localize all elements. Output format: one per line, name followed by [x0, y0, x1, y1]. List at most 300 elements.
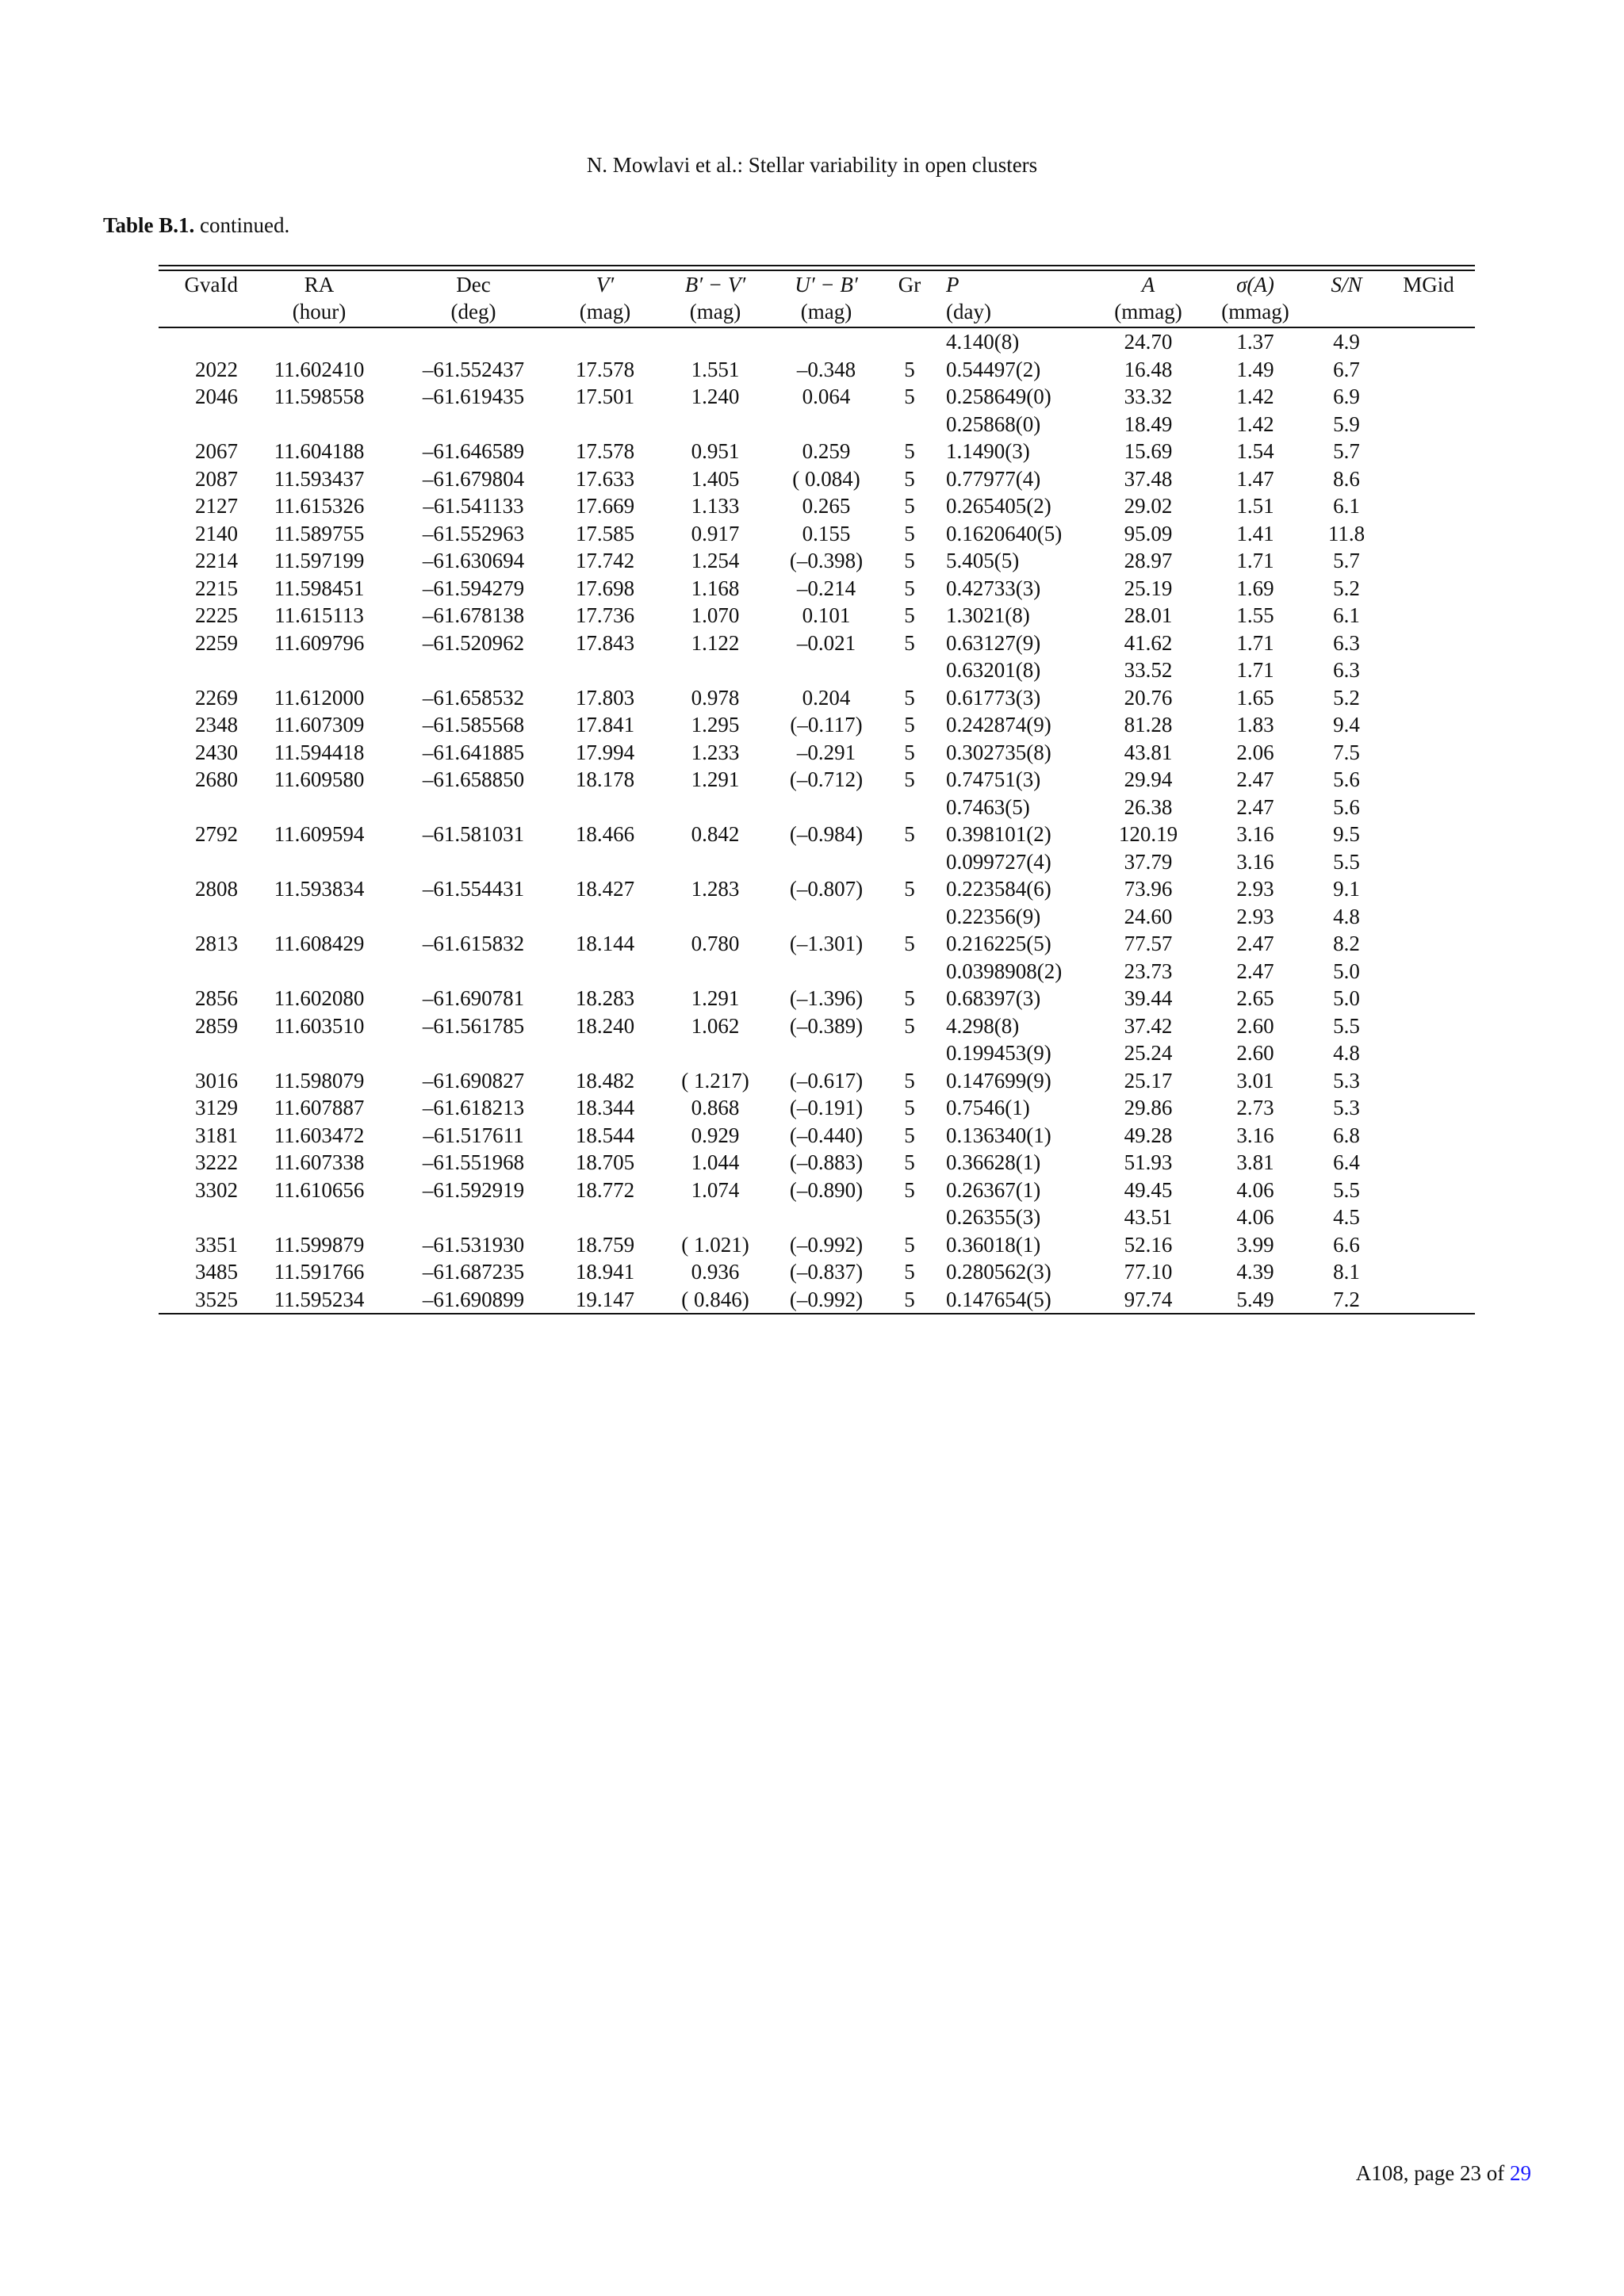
cell-v: 17.578: [575, 439, 635, 463]
cell-mgid: [1382, 684, 1475, 712]
cell-gvaid: [159, 1203, 238, 1231]
cell-a: 24.70: [1124, 330, 1173, 354]
cell-sigma-a: 1.49: [1236, 357, 1274, 381]
cell-gvaid: 3351: [195, 1232, 238, 1257]
cell-gvaid: 3129: [195, 1096, 238, 1119]
cell-sn: 8.6: [1333, 466, 1360, 491]
cell-u-b: [767, 848, 886, 876]
cell-p: 0.26355(3): [946, 1205, 1041, 1229]
cell-u-b: (–0.992): [789, 1287, 864, 1311]
cell-a: 41.62: [1124, 630, 1173, 655]
cell-sigma-a: 1.55: [1236, 603, 1274, 627]
table-row: [159, 1094, 1475, 1122]
cell-sn: 5.2: [1333, 685, 1360, 710]
cell-p: 0.216225(5): [946, 932, 1051, 955]
cell-mgid: [1382, 492, 1475, 520]
cell-sigma-a: 1.65: [1236, 685, 1274, 710]
cell-b-v: 0.868: [691, 1096, 740, 1119]
cell-mgid: [1382, 903, 1475, 931]
cell-gvaid: [159, 794, 238, 821]
cell-dec: –61.592919: [422, 1177, 525, 1202]
cell-ra: 11.595234: [274, 1287, 365, 1311]
unit-row: [159, 298, 1475, 327]
cell-p: 0.74751(3): [946, 767, 1041, 791]
cell-p: 4.298(8): [946, 1013, 1020, 1038]
cell-ra: 11.597199: [274, 549, 365, 572]
cell-v: 18.705: [575, 1150, 635, 1174]
cell-sn: 5.7: [1333, 439, 1360, 463]
cell-ra: [238, 411, 400, 438]
cell-mgid: [1382, 985, 1475, 1012]
cell-v: 19.147: [575, 1287, 635, 1311]
cell-mgid: [1382, 1012, 1475, 1040]
cell-ra: 11.607309: [274, 713, 365, 737]
cell-p: 0.22356(9): [946, 904, 1041, 928]
cell-sn: 5.5: [1333, 849, 1360, 874]
cell-ra: 11.602080: [274, 986, 365, 1010]
cell-mgid: [1382, 547, 1475, 575]
cell-dec: –61.615832: [422, 932, 525, 955]
cell-gr: 5: [904, 1287, 915, 1311]
cell-ra: [238, 656, 400, 684]
cell-dec: –61.552437: [422, 357, 525, 381]
cell-b-v: ( 1.021): [681, 1232, 749, 1257]
table-row: [159, 1122, 1475, 1150]
cell-gr: 5: [904, 1068, 915, 1093]
cell-p: 1.3021(8): [946, 603, 1030, 627]
bottom-rule: [159, 1313, 1475, 1314]
cell-b-v: [664, 958, 767, 985]
cell-sigma-a: 1.42: [1236, 411, 1274, 436]
cell-a: 39.44: [1124, 986, 1173, 1010]
cell-a: 77.57: [1124, 932, 1173, 955]
cell-gvaid: 2813: [195, 932, 238, 955]
cell-b-v: ( 0.846): [681, 1287, 749, 1311]
cell-sigma-a: 4.06: [1236, 1205, 1274, 1229]
cell-a: 37.79: [1124, 849, 1173, 874]
cell-v: [546, 1203, 664, 1231]
cell-ra: 11.598079: [274, 1068, 365, 1093]
col-unit-dec: (deg): [450, 300, 496, 323]
cell-p: 0.68397(3): [946, 986, 1041, 1010]
table-row: [159, 1258, 1475, 1286]
running-head: N. Mowlavi et al.: Stellar variability in open clusters: [586, 153, 1038, 177]
cell-ra: [238, 848, 400, 876]
cell-u-b: (–0.984): [789, 822, 864, 846]
cell-ra: 11.609796: [274, 630, 365, 655]
cell-p: 0.398101(2): [946, 822, 1051, 846]
table-row: [159, 821, 1475, 848]
cell-gvaid: 2792: [195, 822, 238, 846]
cell-gr: 5: [904, 603, 915, 627]
cell-u-b: 0.204: [802, 685, 851, 710]
cell-dec: –61.554431: [422, 877, 525, 901]
cell-gvaid: 2215: [195, 576, 238, 600]
cell-b-v: [664, 328, 767, 356]
cell-v: 18.482: [575, 1068, 635, 1093]
table-caption-label: Table B.1.: [103, 213, 195, 237]
col-header-v: V′: [596, 273, 615, 297]
cell-a: 28.01: [1124, 603, 1173, 627]
cell-gr: 5: [904, 1177, 915, 1202]
cell-v: 17.736: [575, 603, 635, 627]
cell-u-b: [767, 656, 886, 684]
cell-mgid: [1382, 328, 1475, 356]
cell-v: [546, 328, 664, 356]
cell-mgid: [1382, 1149, 1475, 1177]
cell-a: 49.28: [1124, 1123, 1173, 1147]
cell-dec: [400, 903, 546, 931]
cell-sn: 11.8: [1327, 521, 1365, 545]
cell-sn: 5.3: [1333, 1096, 1360, 1119]
table-caption: [103, 213, 289, 238]
cell-mgid: [1382, 711, 1475, 739]
cell-dec: –61.678138: [422, 603, 525, 627]
cell-b-v: 1.168: [691, 576, 740, 600]
cell-mgid: [1382, 766, 1475, 794]
cell-gr: 5: [904, 713, 915, 737]
cell-v: [546, 1039, 664, 1067]
cell-p: 0.099727(4): [946, 849, 1051, 874]
cell-sigma-a: 1.37: [1236, 330, 1274, 354]
cell-mgid: [1382, 602, 1475, 629]
cell-a: 97.74: [1124, 1287, 1173, 1311]
table-row: [159, 656, 1475, 684]
col-unit-gvaid: [159, 298, 238, 327]
footer-total-pages-link[interactable]: 29: [1510, 2161, 1531, 2185]
cell-b-v: 1.233: [691, 740, 740, 764]
cell-p: 0.7463(5): [946, 794, 1030, 819]
cell-p: 0.42733(3): [946, 576, 1041, 600]
cell-p: 0.63127(9): [946, 630, 1041, 655]
cell-sn: 5.7: [1333, 549, 1360, 572]
cell-a: 37.48: [1124, 466, 1173, 491]
cell-u-b: (–0.890): [789, 1177, 864, 1202]
cell-gvaid: 2430: [195, 740, 238, 764]
cell-gvaid: 2067: [195, 439, 238, 463]
cell-v: [546, 411, 664, 438]
cell-gvaid: 3222: [195, 1150, 238, 1174]
cell-u-b: –0.214: [796, 576, 856, 600]
cell-mgid: [1382, 1203, 1475, 1231]
cell-a: 18.49: [1124, 411, 1173, 436]
cell-u-b: (–1.396): [789, 986, 864, 1010]
cell-dec: –61.552963: [422, 521, 525, 545]
table-row: [159, 739, 1475, 767]
cell-sn: 4.8: [1333, 1041, 1360, 1065]
cell-ra: 11.589755: [274, 521, 365, 545]
table-row: [159, 547, 1475, 575]
cell-b-v: 0.780: [691, 932, 740, 955]
col-header-p: P: [946, 273, 959, 297]
cell-p: 0.199453(9): [946, 1041, 1051, 1065]
cell-ra: 11.593437: [274, 466, 365, 491]
table-row: [159, 328, 1475, 356]
cell-u-b: [767, 958, 886, 985]
cell-v: 18.466: [575, 822, 635, 846]
cell-u-b: –0.348: [796, 357, 856, 381]
cell-b-v: 0.917: [691, 521, 740, 545]
cell-gvaid: 2022: [195, 357, 238, 381]
cell-v: 17.669: [575, 494, 635, 518]
cell-ra: [238, 794, 400, 821]
cell-sigma-a: 2.60: [1236, 1041, 1274, 1065]
cell-sn: 5.0: [1333, 986, 1360, 1010]
cell-u-b: (–0.883): [789, 1150, 864, 1174]
cell-mgid: [1382, 465, 1475, 493]
cell-dec: [400, 1039, 546, 1067]
cell-u-b: (–0.992): [789, 1232, 864, 1257]
cell-sn: 5.5: [1333, 1177, 1360, 1202]
table-body: [159, 328, 1475, 1313]
cell-gr: 5: [904, 521, 915, 545]
cell-ra: 11.599879: [274, 1232, 365, 1257]
cell-gr: 5: [904, 549, 915, 572]
cell-gvaid: 2269: [195, 685, 238, 710]
cell-dec: [400, 1203, 546, 1231]
cell-mgid: [1382, 438, 1475, 465]
cell-a: 51.93: [1124, 1150, 1173, 1174]
cell-sigma-a: 4.39: [1236, 1260, 1274, 1284]
cell-ra: [238, 1203, 400, 1231]
cell-dec: –61.517611: [423, 1123, 524, 1147]
cell-gr: 5: [904, 767, 915, 791]
cell-gr: 5: [904, 357, 915, 381]
cell-gr: 5: [904, 466, 915, 491]
cell-a: 43.51: [1124, 1205, 1173, 1229]
cell-sigma-a: 4.06: [1236, 1177, 1274, 1202]
cell-mgid: [1382, 1122, 1475, 1150]
cell-a: 29.86: [1124, 1096, 1173, 1119]
cell-mgid: [1382, 930, 1475, 958]
cell-p: 0.242874(9): [946, 713, 1051, 737]
cell-gr: [886, 958, 933, 985]
cell-sn: 4.5: [1333, 1205, 1360, 1229]
cell-dec: –61.687235: [422, 1260, 525, 1284]
cell-dec: –61.658850: [422, 767, 525, 791]
cell-gvaid: 3525: [195, 1287, 238, 1311]
cell-dec: [400, 958, 546, 985]
cell-u-b: 0.265: [802, 494, 851, 518]
cell-gvaid: 2856: [195, 986, 238, 1010]
cell-sigma-a: 1.83: [1236, 713, 1274, 737]
cell-u-b: 0.259: [802, 439, 851, 463]
cell-sigma-a: 3.99: [1236, 1232, 1274, 1257]
col-header-gr: Gr: [898, 273, 921, 297]
cell-ra: 11.602410: [274, 357, 365, 381]
cell-b-v: 1.551: [691, 357, 740, 381]
cell-ra: 11.598558: [274, 385, 365, 408]
cell-gr: 5: [904, 1150, 915, 1174]
cell-mgid: [1382, 958, 1475, 985]
cell-gvaid: 3302: [195, 1177, 238, 1202]
cell-a: 15.69: [1124, 439, 1173, 463]
cell-v: 17.742: [575, 549, 635, 572]
col-header-mgid: MGid: [1403, 273, 1454, 297]
cell-sn: 5.9: [1333, 411, 1360, 436]
cell-a: 33.52: [1124, 658, 1173, 682]
cell-sigma-a: 3.81: [1236, 1150, 1274, 1174]
cell-ra: [238, 328, 400, 356]
table-row: [159, 1012, 1475, 1040]
cell-u-b: [767, 1039, 886, 1067]
data-table: [159, 271, 1475, 1313]
cell-sn: 6.1: [1333, 494, 1360, 518]
cell-p: 0.26367(1): [946, 1177, 1041, 1202]
table-row: [159, 356, 1475, 384]
cell-mgid: [1382, 575, 1475, 603]
cell-mgid: [1382, 520, 1475, 548]
cell-gvaid: 2680: [195, 767, 238, 791]
cell-gvaid: 2046: [195, 385, 238, 408]
cell-gvaid: 2348: [195, 713, 238, 737]
cell-mgid: [1382, 848, 1475, 876]
cell-sn: 5.6: [1333, 794, 1360, 819]
cell-ra: 11.594418: [274, 740, 365, 764]
cell-gvaid: 2225: [195, 603, 238, 627]
cell-a: 25.24: [1124, 1041, 1173, 1065]
cell-u-b: (–0.191): [789, 1096, 864, 1119]
cell-gr: 5: [904, 877, 915, 901]
table-row: [159, 903, 1475, 931]
table-row: [159, 1067, 1475, 1095]
cell-b-v: 0.842: [691, 822, 740, 846]
cell-gr: 5: [904, 494, 915, 518]
table-row: [159, 985, 1475, 1012]
cell-sn: 5.5: [1333, 1013, 1360, 1038]
cell-sn: 5.6: [1333, 767, 1360, 791]
col-unit-v: (mag): [579, 300, 631, 323]
cell-sigma-a: 1.71: [1236, 549, 1274, 572]
cell-p: 0.61773(3): [946, 685, 1041, 710]
cell-u-b: (–0.617): [789, 1068, 864, 1093]
col-header-ra: RA: [304, 273, 335, 297]
cell-p: 0.147699(9): [946, 1068, 1051, 1093]
cell-ra: 11.612000: [274, 685, 365, 710]
cell-v: 18.144: [575, 932, 635, 955]
cell-sn: 5.2: [1333, 576, 1360, 600]
top-rule: [159, 265, 1475, 271]
cell-p: 0.77977(4): [946, 466, 1041, 491]
cell-gvaid: 2259: [195, 630, 238, 655]
cell-gvaid: 2859: [195, 1013, 238, 1038]
cell-u-b: (–0.389): [789, 1013, 864, 1038]
cell-a: 28.97: [1124, 549, 1173, 572]
cell-a: 95.09: [1124, 521, 1173, 545]
cell-v: [546, 794, 664, 821]
cell-gr: [886, 794, 933, 821]
footer-prefix: A108, page 23 of: [1355, 2161, 1510, 2185]
cell-sn: 6.8: [1333, 1123, 1360, 1147]
cell-sigma-a: 1.47: [1236, 466, 1274, 491]
cell-mgid: [1382, 1039, 1475, 1067]
cell-ra: 11.598451: [274, 576, 365, 600]
page-footer: [1356, 2161, 1531, 2186]
cell-v: 18.759: [575, 1232, 635, 1257]
cell-ra: 11.615113: [274, 603, 364, 627]
cell-sn: 4.9: [1333, 330, 1360, 354]
cell-u-b: [767, 328, 886, 356]
cell-gr: 5: [904, 1096, 915, 1119]
cell-u-b: (–1.301): [789, 932, 864, 955]
cell-ra: [238, 958, 400, 985]
cell-sigma-a: 5.49: [1236, 1287, 1274, 1311]
col-unit-mgid: [1382, 298, 1475, 327]
cell-b-v: 1.044: [691, 1150, 740, 1174]
col-unit-ra: (hour): [292, 300, 347, 323]
cell-b-v: 1.291: [691, 767, 740, 791]
cell-v: [546, 958, 664, 985]
cell-v: 18.283: [575, 986, 635, 1010]
cell-ra: 11.607887: [274, 1096, 365, 1119]
cell-gvaid: 3181: [195, 1123, 238, 1147]
cell-v: 18.544: [575, 1123, 635, 1147]
header-row: [159, 271, 1475, 298]
cell-dec: –61.679804: [422, 466, 525, 491]
cell-gr: 5: [904, 439, 915, 463]
table-row: [159, 1149, 1475, 1177]
cell-mgid: [1382, 821, 1475, 848]
data-table-container: [159, 265, 1475, 1314]
cell-gr: 5: [904, 685, 915, 710]
cell-mgid: [1382, 875, 1475, 903]
table-row: [159, 766, 1475, 794]
cell-dec: –61.690899: [422, 1287, 525, 1311]
cell-sigma-a: 3.16: [1236, 1123, 1274, 1147]
cell-p: 0.265405(2): [946, 494, 1051, 518]
cell-sn: 9.4: [1333, 713, 1360, 737]
cell-sigma-a: 3.01: [1236, 1068, 1274, 1093]
cell-p: 0.1620640(5): [946, 521, 1063, 545]
cell-mgid: [1382, 739, 1475, 767]
cell-b-v: [664, 1039, 767, 1067]
cell-a: 29.94: [1124, 767, 1173, 791]
cell-b-v: [664, 656, 767, 684]
cell-gvaid: [159, 903, 238, 931]
cell-sigma-a: 1.69: [1236, 576, 1274, 600]
cell-v: 18.178: [575, 767, 635, 791]
table-row: [159, 794, 1475, 821]
cell-dec: [400, 848, 546, 876]
col-header-dec: Dec: [456, 273, 491, 297]
cell-a: 73.96: [1124, 877, 1173, 901]
cell-a: 26.38: [1124, 794, 1173, 819]
cell-u-b: [767, 1203, 886, 1231]
cell-sigma-a: 2.47: [1236, 794, 1274, 819]
cell-dec: –61.585568: [422, 713, 525, 737]
table-row: [159, 875, 1475, 903]
cell-b-v: 1.295: [691, 713, 740, 737]
cell-u-b: (–0.807): [789, 877, 864, 901]
cell-sn: 5.3: [1333, 1068, 1360, 1093]
cell-p: 0.136340(1): [946, 1123, 1051, 1147]
cell-dec: –61.594279: [422, 576, 525, 600]
cell-sn: 9.1: [1333, 877, 1360, 901]
cell-u-b: [767, 794, 886, 821]
cell-v: 18.344: [575, 1096, 635, 1119]
cell-gr: [886, 328, 933, 356]
cell-b-v: 1.074: [691, 1177, 740, 1202]
cell-sigma-a: 2.47: [1236, 767, 1274, 791]
cell-gr: 5: [904, 1260, 915, 1284]
cell-u-b: [767, 411, 886, 438]
cell-gvaid: [159, 328, 238, 356]
cell-mgid: [1382, 1286, 1475, 1314]
cell-gr: 5: [904, 576, 915, 600]
col-unit-sigma-a: (mmag): [1221, 300, 1289, 323]
table-row: [159, 958, 1475, 985]
cell-mgid: [1382, 1231, 1475, 1259]
